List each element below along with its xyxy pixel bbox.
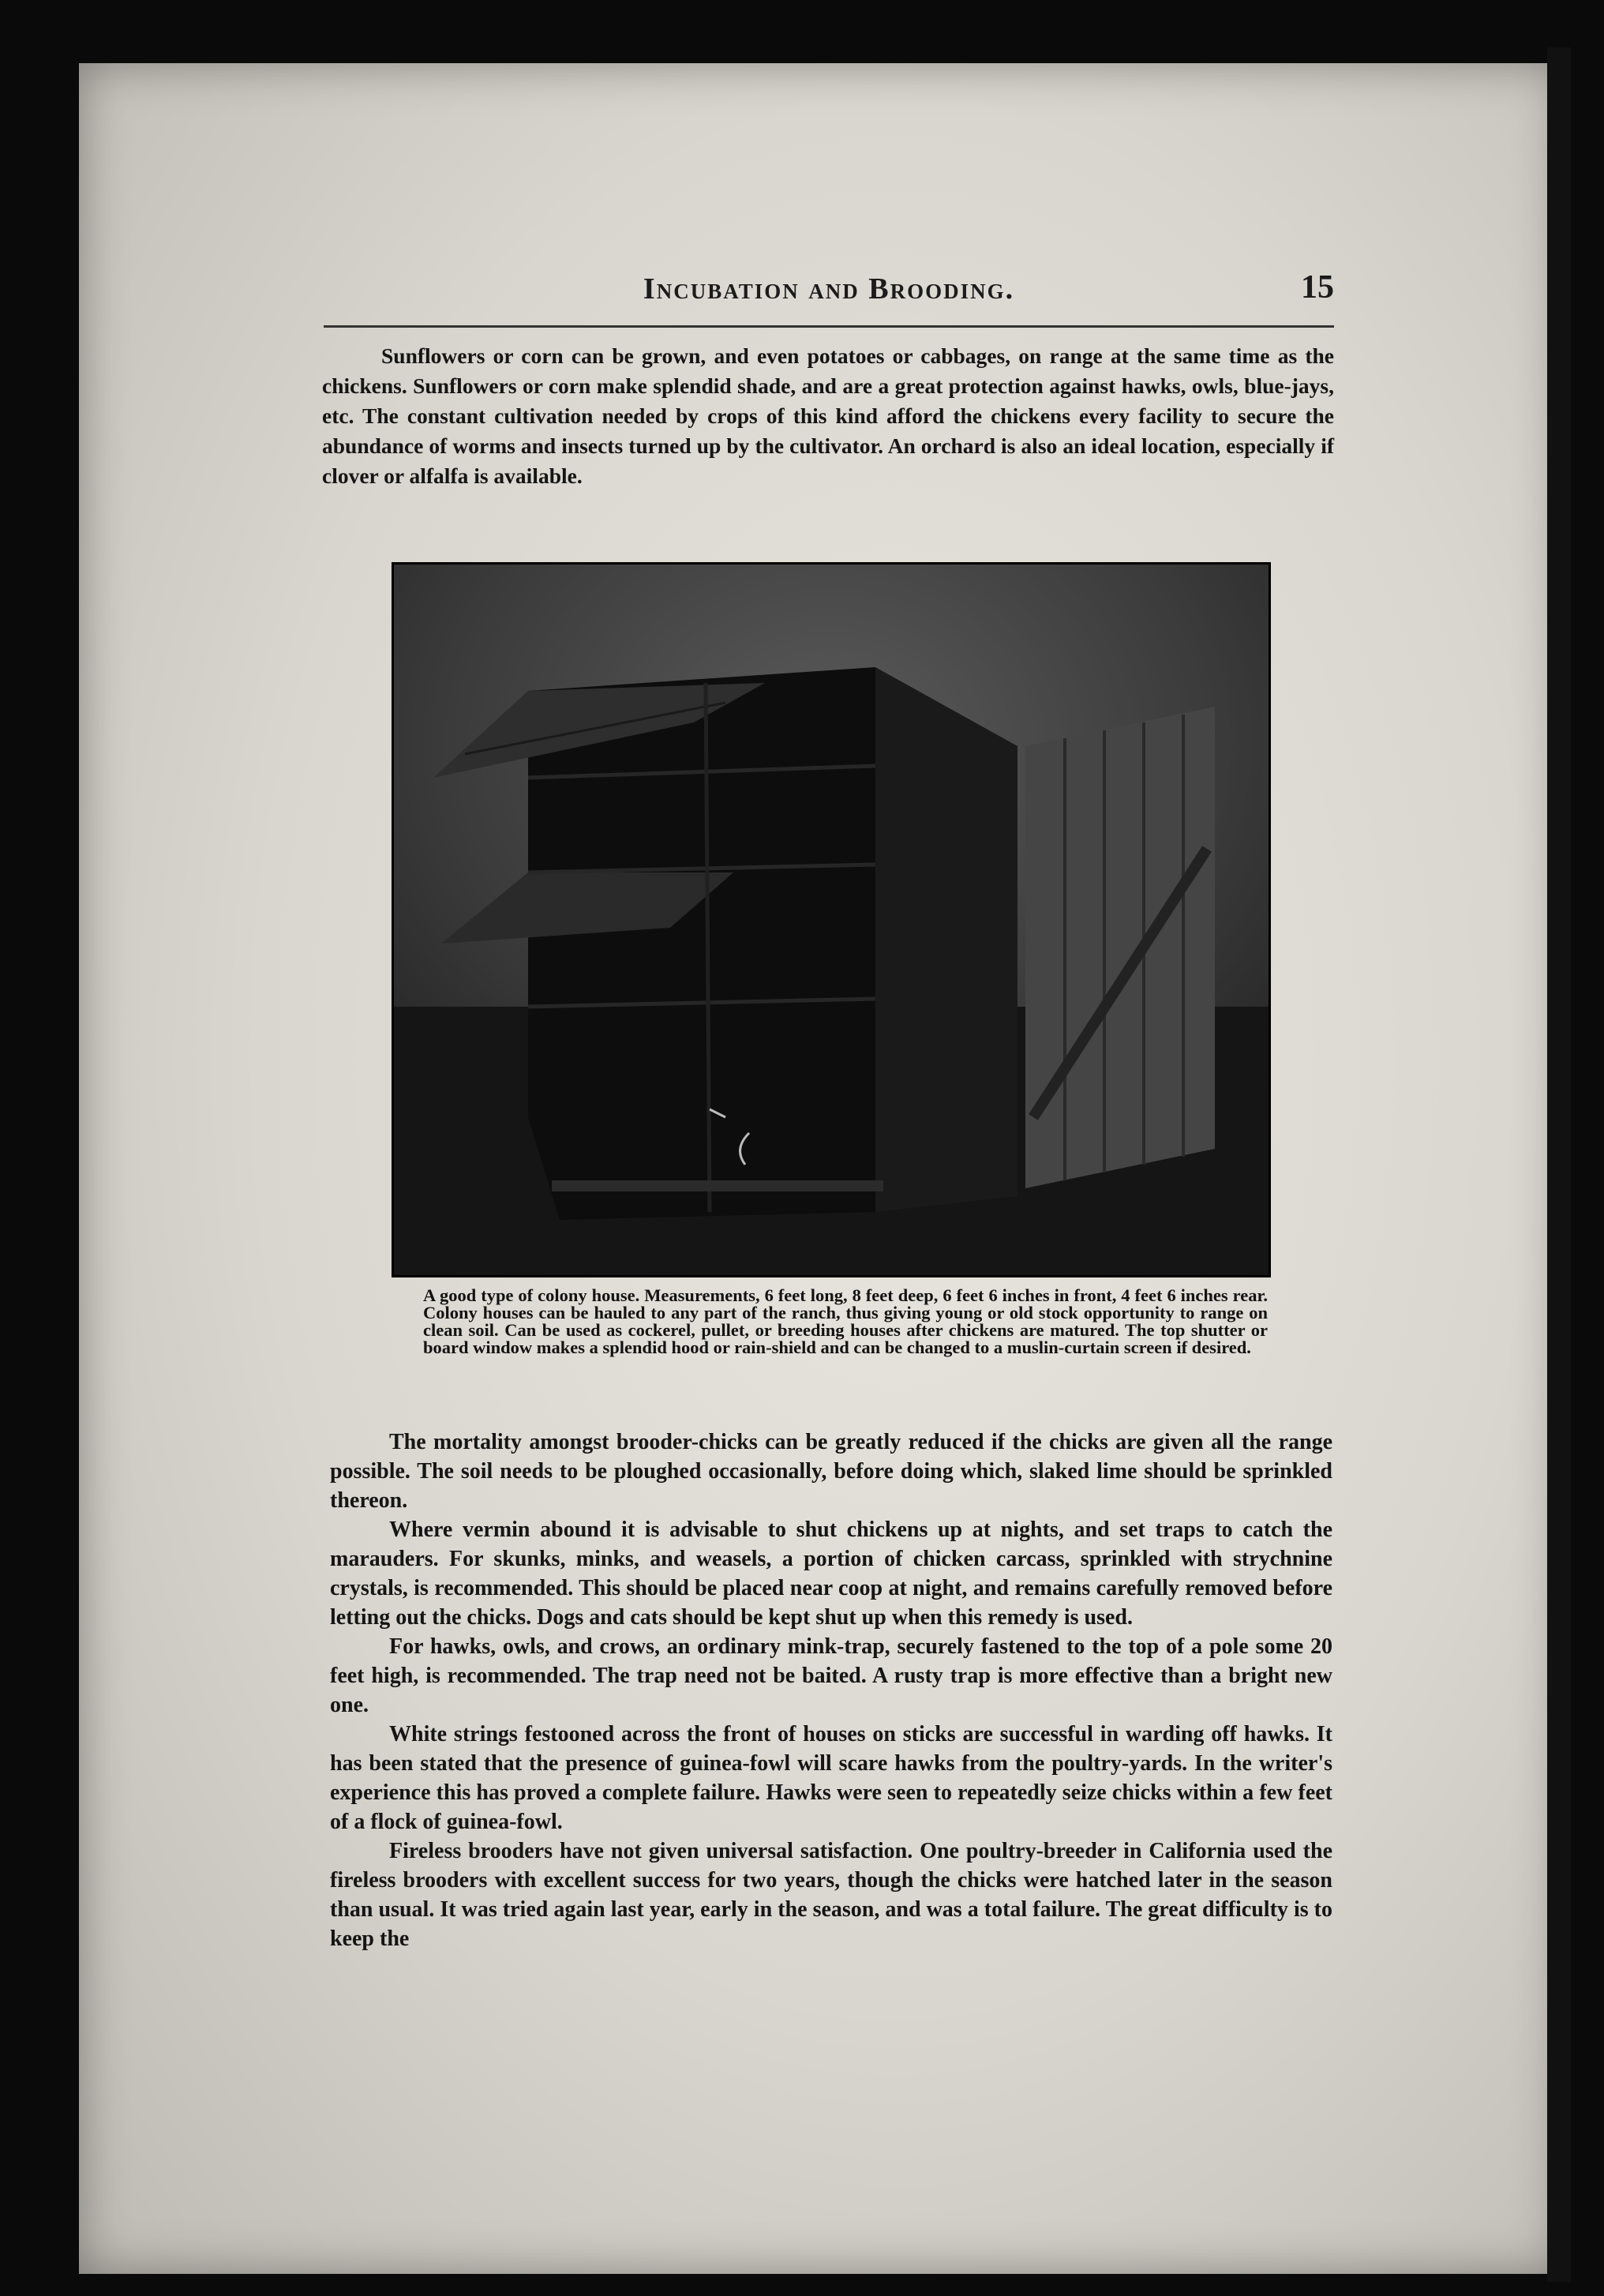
page-edge-shadow [1547, 47, 1571, 2282]
paragraph-vermin: Where vermin abound it is advisable to shut chickens up at nights, and set traps to catch the marauders. For skunks, minks, and weasels, a portion of chicken carcass, sprinkled with strychnine crystals, is recommended. This should be placed near coop at night, and remains carefully removed before letting out the chicks. Dogs and cats should be kept shut up when this remedy is used. [330, 1518, 1332, 1630]
running-title: Incubation and Brooding. [643, 272, 1015, 306]
paragraph-fireless-brooders: Fireless brooders have not given universal satisfaction. One poultry-breeder in California used the fireless brooders with excellent success for two years, though the chicks were hatched later in the season than usual. It was tried again last year, early in the season, and was a total failure. The great difficulty is to keep the [330, 1839, 1332, 1951]
paragraph-mortality: The mortality amongst brooder-chicks can be greatly reduced if the chicks are given all the range possible. The soil needs to be ploughed occasionally, before doing which, slaked lime should be sprinkled thereon. [330, 1430, 1332, 1513]
body-text-bottom [330, 1427, 1332, 1953]
page-number: 15 [1301, 269, 1334, 306]
figure-caption: A good type of colony house. Measurements, 6 feet long, 8 feet deep, 6 feet 6 inches in front, 4 feet 6 inches rear. Colony houses can be hauled to any part of the ranch, thus giving young or old stock opportunity to range on clean soil. Can be used as cockerel, pullet, or breeding houses after chickens are matured. The top shutter or board window makes a splendid hood or rain-shield and can be changed to a muslin-curtain screen if desired. [423, 1285, 1268, 1357]
colony-house-photo-icon [394, 565, 1269, 1275]
page-header [324, 268, 1334, 316]
paragraph-hawks-trap: For hawks, owls, and crows, an ordinary mink-trap, securely fastened to the top of a pole some 20 feet high, is recommended. The trap need not be baited. A rusty trap is more effective than a bright new one. [330, 1634, 1332, 1717]
paragraph-sunflowers: Sunflowers or corn can be grown, and even potatoes or cabbages, on range at the same time as the chickens. Sunflowers or corn make splendid shade, and are a great protection against hawks, owls, blue-jays, etc. The constant cultivation needed by crops of this kind afford the chickens every facility to secure the abundance of worms and insects turned up by the cultivator. An orchard is also an ideal location, especially if clover or alfalfa is available. [322, 343, 1334, 488]
header-rule [324, 325, 1334, 328]
paragraph-white-strings: White strings festooned across the front of houses on sticks are successful in warding off hawks. It has been stated that the presence of guinea-fowl will scare hawks from the poultry-yards. In the writer's experience this has proved a complete failure. Hawks were seen to repeatedly seize chicks within a few feet of a flock of guinea-fowl. [330, 1722, 1332, 1834]
colony-house-photo [392, 562, 1271, 1277]
